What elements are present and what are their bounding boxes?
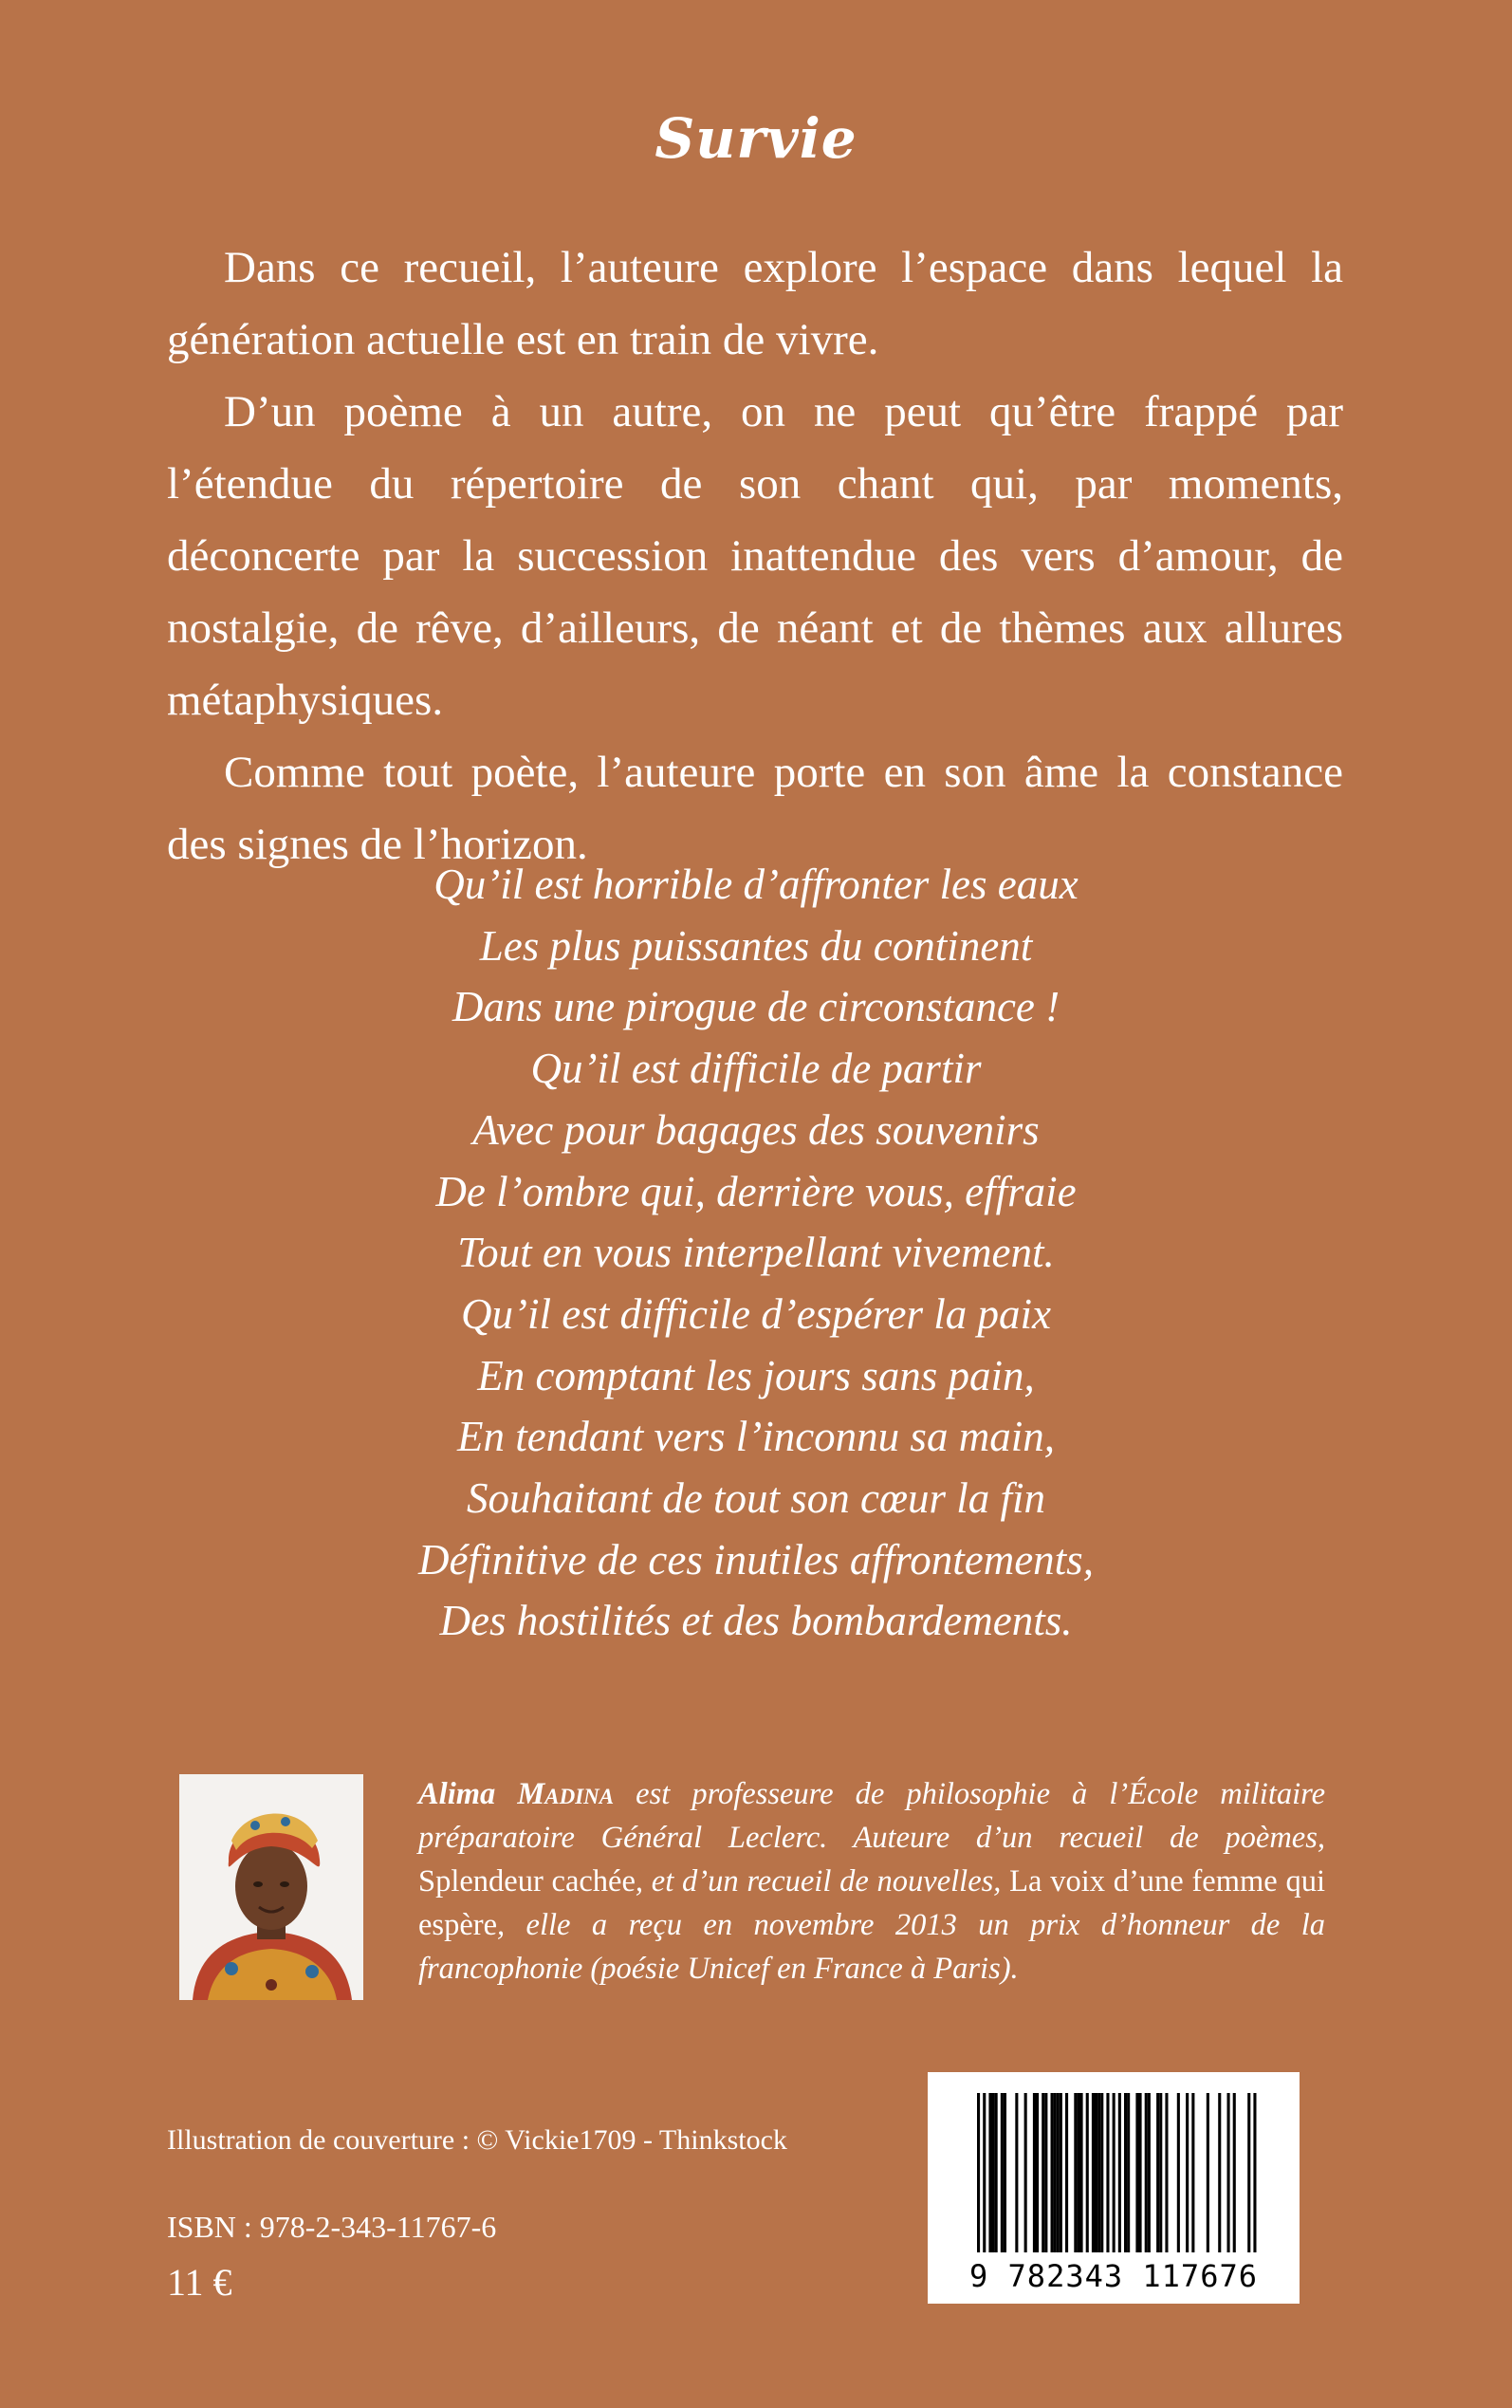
- barcode-bar: [1233, 2093, 1236, 2252]
- barcode-bar: [1100, 2093, 1103, 2252]
- barcode-bar: [1145, 2093, 1148, 2252]
- barcode-bar: [1127, 2093, 1130, 2252]
- poem-line: En comptant les jours sans pain,: [477, 1351, 1035, 1399]
- barcode-bar: [1156, 2093, 1159, 2252]
- barcode-bar: [1097, 2093, 1100, 2252]
- barcode-number: 9 782343 117676: [969, 2258, 1258, 2294]
- barcode-bar: [1159, 2093, 1162, 2252]
- poem-line: Souhaitant de tout son cœur la fin: [466, 1474, 1045, 1523]
- author-last-name: Madina: [517, 1777, 615, 1811]
- barcode-bar: [1148, 2093, 1151, 2252]
- poem-line: De l’ombre qui, derrière vous, effraie: [435, 1167, 1077, 1215]
- summary: [167, 232, 1343, 880]
- barcode: [928, 2072, 1300, 2304]
- poem-line: Définitive de ces inutiles affrontements,: [418, 1535, 1094, 1584]
- barcode-bar: [1051, 2093, 1054, 2252]
- barcode-bar: [1044, 2093, 1047, 2252]
- barcode-bar: [1186, 2093, 1189, 2252]
- barcode-bar: [1124, 2093, 1127, 2252]
- barcode-bar: [992, 2093, 995, 2252]
- barcode-bar: [988, 2093, 991, 2252]
- author-photo: [179, 1774, 363, 2000]
- barcode-bar: [1036, 2093, 1039, 2252]
- barcode-bar: [1135, 2093, 1138, 2252]
- barcode-bar: [1080, 2093, 1083, 2252]
- cover-credit: Illustration de couverture : © Vickie1709 - Thinkstock: [167, 2124, 787, 2156]
- barcode-bar: [1024, 2093, 1027, 2252]
- barcode-bar: [1095, 2093, 1097, 2252]
- poem-line: Dans une pirogue de circonstance !: [452, 983, 1060, 1031]
- barcode-bar: [1033, 2093, 1036, 2252]
- poem-excerpt: [0, 854, 1512, 1652]
- summary-paragraph-2: D’un poème à un autre, on ne peut qu’être frappé par l’étendue du répertoire de son chant qui, par moments, déconcerte par la succession inattendue des vers d’amour, de nostalgie, de rêve, d’ailleurs, de néant et de thèmes aux allures métaphysiques.: [167, 387, 1343, 725]
- barcode-bar: [1118, 2093, 1121, 2252]
- author-bio: [418, 1772, 1325, 1991]
- barcode-bar: [1086, 2093, 1089, 2252]
- barcode-bar: [1074, 2093, 1077, 2252]
- isbn: ISBN : 978-2-343-11767-6: [167, 2210, 497, 2244]
- poem-line: Avec pour bagages des souvenirs: [472, 1105, 1040, 1154]
- price: 11 €: [167, 2261, 232, 2304]
- barcode-bar: [1015, 2093, 1018, 2252]
- barcode-bar: [1065, 2093, 1068, 2252]
- poem-line: Qu’il est difficile d’espérer la paix: [461, 1289, 1051, 1338]
- barcode-bar: [1057, 2093, 1060, 2252]
- barcode-bar: [1004, 2093, 1006, 2252]
- barcode-bar: [1165, 2093, 1168, 2252]
- author-first-name: Alima: [418, 1777, 496, 1811]
- barcode-bar: [1077, 2093, 1079, 2252]
- barcode-bar: [1177, 2093, 1180, 2252]
- author-bio-text-3: , elle a reçu en novembre 2013 un prix d’honneur de la francophonie (poésie Unicef en France à Paris).: [418, 1908, 1325, 1986]
- barcode-bar: [1139, 2093, 1142, 2252]
- poem-line: En tendant vers l’inconnu sa main,: [457, 1413, 1055, 1461]
- barcode-bar: [1092, 2093, 1095, 2252]
- barcode-bar: [1106, 2093, 1109, 2252]
- barcode-bar: [1113, 2093, 1116, 2252]
- barcode-bar: [1253, 2093, 1256, 2252]
- author-book-title-1: Splendeur cachée: [418, 1864, 636, 1899]
- barcode-bar: [1054, 2093, 1057, 2252]
- poem-line: Les plus puissantes du continent: [479, 921, 1033, 970]
- barcode-bar: [1060, 2093, 1062, 2252]
- barcode-bar: [977, 2093, 980, 2252]
- summary-paragraph-3: Comme tout poète, l’auteure porte en son âme la constance des signes de l’horizon.: [167, 748, 1343, 869]
- barcode-bar: [1207, 2093, 1209, 2252]
- book-title: Survie: [655, 106, 857, 171]
- barcode-bar: [1247, 2093, 1250, 2252]
- barcode-bar: [1001, 2093, 1004, 2252]
- poem-line: Qu’il est horrible d’affronter les eaux: [433, 861, 1079, 908]
- barcode-bar: [1042, 2093, 1044, 2252]
- author-book-title-2: La voix d’une femme qui espère: [418, 1864, 1326, 1942]
- author-portrait-illustration: [179, 1774, 363, 2000]
- poem-line: Qu’il est difficile de partir: [530, 1045, 982, 1093]
- poem-line: Des hostilités et des bombardements.: [439, 1597, 1073, 1645]
- poem-line: Tout en vous interpellant vivement.: [457, 1229, 1055, 1277]
- barcode-bar: [983, 2093, 986, 2252]
- author-bio-text-1: est professeure de philosophie à l’École militaire préparatoire Général Leclerc. Auteure d’un recueil de poèmes,: [418, 1777, 1325, 1855]
- barcode-bar: [995, 2093, 998, 2252]
- barcode-bar: [1218, 2093, 1221, 2252]
- barcode-bar: [1227, 2093, 1230, 2252]
- summary-paragraph-1: Dans ce recueil, l’auteure explore l’espace dans lequel la génération actuelle est en train de vivre.: [167, 243, 1343, 364]
- barcode-bar: [1191, 2093, 1194, 2252]
- author-bio-text-2: , et d’un recueil de nouvelles,: [635, 1864, 1010, 1899]
